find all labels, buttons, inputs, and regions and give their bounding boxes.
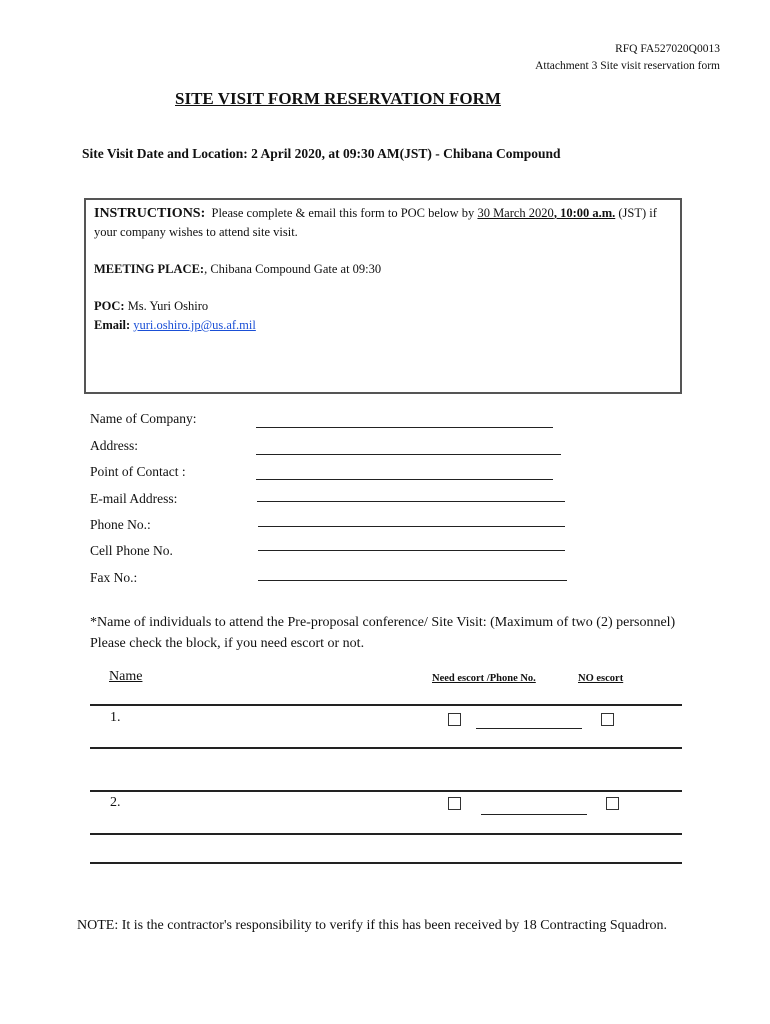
form-title: SITE VISIT FORM RESERVATION FORM (175, 89, 501, 108)
instructions-text-2: (JST) if your company wishes to attend site visit. (94, 206, 657, 239)
instructions-text: Please complete & email this form to POC below by (211, 206, 475, 220)
field-label-address: Address: (90, 438, 138, 453)
instructions-box (84, 198, 682, 394)
meeting-place-label: MEETING PLACE: (94, 262, 205, 276)
escort-checkbox-1[interactable] (448, 713, 461, 726)
col-header-escort: Need escort /Phone No. (432, 673, 536, 684)
table-rule-top (90, 704, 682, 706)
field-input-cell[interactable] (258, 550, 565, 551)
field-label-company: Name of Company: (90, 411, 197, 426)
instructions-paragraph (94, 204, 666, 242)
escort-phone-input-2[interactable] (481, 814, 587, 815)
poc (94, 297, 666, 316)
row-number-1: 1. (110, 710, 121, 725)
attendees-instruction: *Name of individuals to attend the Pre-proposal conference/ Site Visit: (Maximum of two (2) personnel) Please check the block, if you need escort or not. (90, 615, 676, 651)
deadline-date: 30 March 2020 (477, 206, 554, 220)
no-escort-checkbox-2[interactable] (606, 797, 619, 810)
col-header-name: Name (109, 669, 143, 684)
field-label-phone: Phone No.: (90, 517, 151, 532)
no-escort-checkbox-1[interactable] (601, 713, 614, 726)
table-rule (90, 833, 682, 835)
row-number-2: 2. (110, 795, 121, 810)
escort-checkbox-2[interactable] (448, 797, 461, 810)
email-link[interactable]: yuri.oshiro.jp@us.af.mil (133, 318, 256, 332)
escort-phone-input-1[interactable] (476, 728, 582, 729)
footer-note: NOTE: It is the contractor's responsibility to verify if this has been received by 18 Contracting Squadron. (77, 918, 667, 933)
site-visit-info: Site Visit Date and Location: 2 April 2020, at 09:30 AM(JST) - Chibana Compound (82, 146, 561, 161)
field-label-cell: Cell Phone No. (90, 543, 173, 558)
table-rule (90, 790, 682, 792)
email-label: Email: (94, 318, 131, 332)
poc-label: POC: (94, 299, 125, 313)
field-label-email: E-mail Address: (90, 491, 178, 506)
field-input-phone[interactable] (258, 526, 565, 527)
col-header-no-escort: NO escort (578, 673, 624, 684)
meeting-place-value: , Chibana Compound Gate at 09:30 (204, 262, 382, 276)
field-input-company[interactable] (256, 427, 553, 428)
instructions-label: INSTRUCTIONS: (94, 206, 206, 221)
field-label-poc: Point of Contact : (90, 464, 186, 479)
field-input-fax[interactable] (258, 580, 567, 581)
field-label-fax: Fax No.: (90, 570, 138, 585)
field-input-poc[interactable] (256, 479, 553, 480)
field-input-address[interactable] (256, 454, 561, 455)
email (94, 316, 666, 335)
poc-value: Ms. Yuri Oshiro (127, 299, 209, 313)
table-rule (90, 747, 682, 749)
rfq-number: RFQ FA527020Q0013 (615, 43, 720, 55)
table-rule-bottom (90, 862, 682, 864)
deadline-time: , 10:00 a.m. (553, 206, 616, 220)
attachment-label: Attachment 3 Site visit reservation form (535, 60, 720, 72)
meeting-place (94, 260, 666, 279)
field-input-email[interactable] (257, 501, 565, 502)
